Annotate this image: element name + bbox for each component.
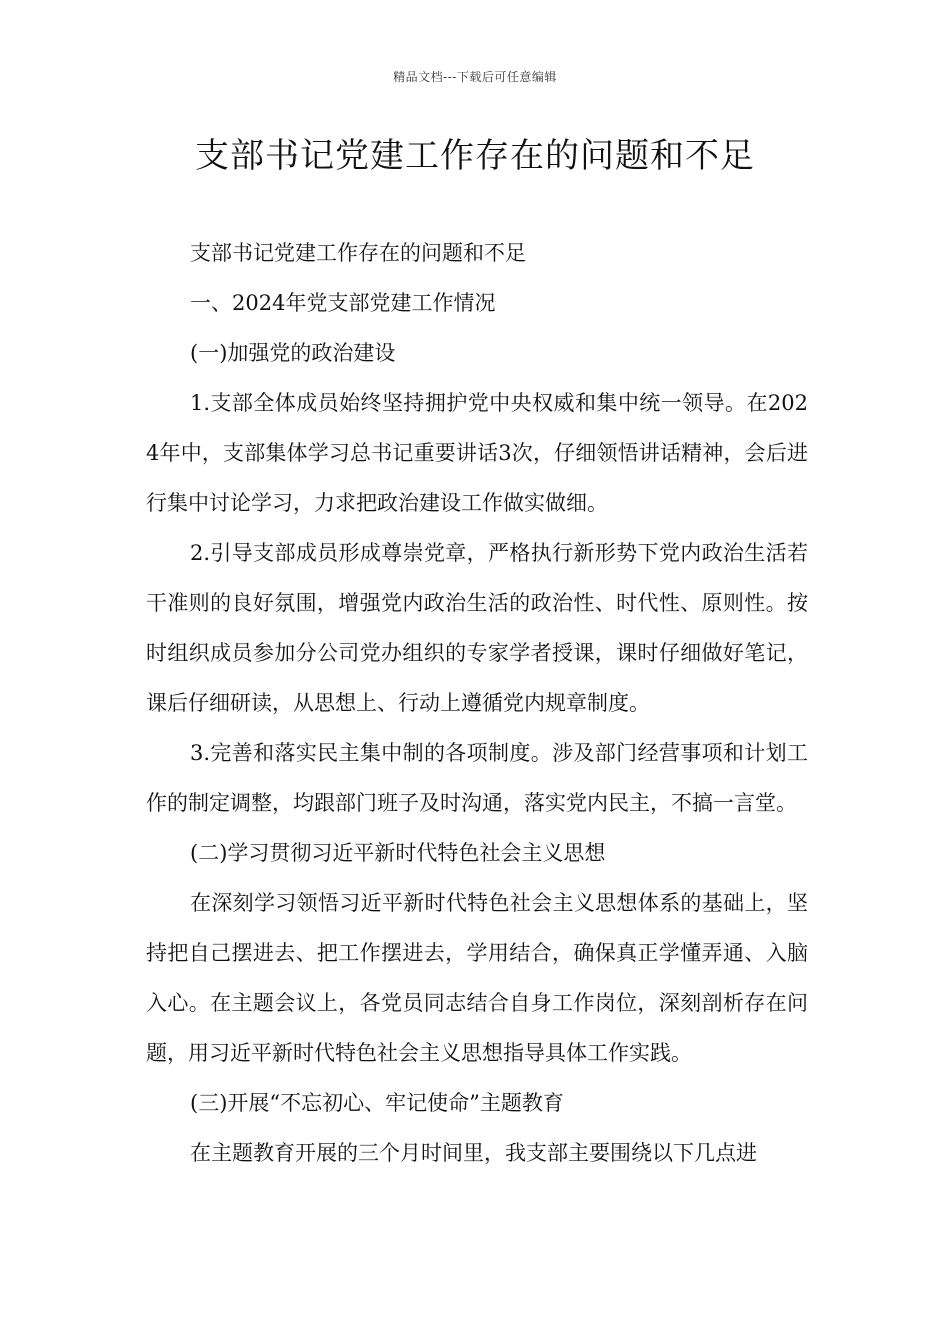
paragraph-subtitle: 支部书记党建工作存在的问题和不足 — [190, 241, 526, 265]
subsection-heading-1: (一)加强党的政治建设 — [190, 341, 396, 365]
document-title: 支部书记党建工作存在的问题和不足 — [195, 136, 755, 176]
header-note: 精品文档---下载后可任意编辑 — [393, 70, 557, 84]
paragraph-item-1: 1.支部全体成员始终坚持拥护党中央权威和集中统一领导。在2024年中，支部集体学习总书记重要讲话3次，仔细领悟讲话精神，会后进行集中讨论学习，力求把政治建设工作做实做细。 — [146, 391, 808, 515]
document-body — [146, 228, 808, 1178]
paragraph-item-3: 3.完善和落实民主集中制的各项制度。涉及部门经营事项和计划工作的制定调整，均跟部门班子及时沟通，落实党内民主，不搞一言堂。 — [146, 741, 808, 815]
paragraph-body-1: 在深刻学习领悟习近平新时代特色社会主义思想体系的基础上，坚持把自己摆进去、把工作摆进去，学用结合，确保真正学懂弄通、入脑入心。在主题会议上，各党员同志结合自身工作岗位，深刻剖析存在问题，用习近平新时代特色社会主义思想指导具体工作实践。 — [146, 891, 808, 1065]
paragraph-item-2: 2.引导支部成员形成尊崇党章，严格执行新形势下党内政治生活若干准则的良好氛围，增强党内政治生活的政治性、时代性、原则性。按时组织成员参加分公司党办组织的专家学者授课，课时仔细做好笔记，课后仔细研读，从思想上、行动上遵循党内规章制度。 — [146, 541, 808, 715]
paragraph-body-2: 在主题教育开展的三个月时间里，我支部主要围绕以下几点进 — [190, 1141, 757, 1165]
subsection-heading-3: (三)开展“不忘初心、牢记使命”主题教育 — [190, 1091, 564, 1115]
section-heading-1: 一、2024年党支部党建工作情况 — [190, 291, 496, 315]
subsection-heading-2: (二)学习贯彻习近平新时代特色社会主义思想 — [190, 841, 606, 865]
